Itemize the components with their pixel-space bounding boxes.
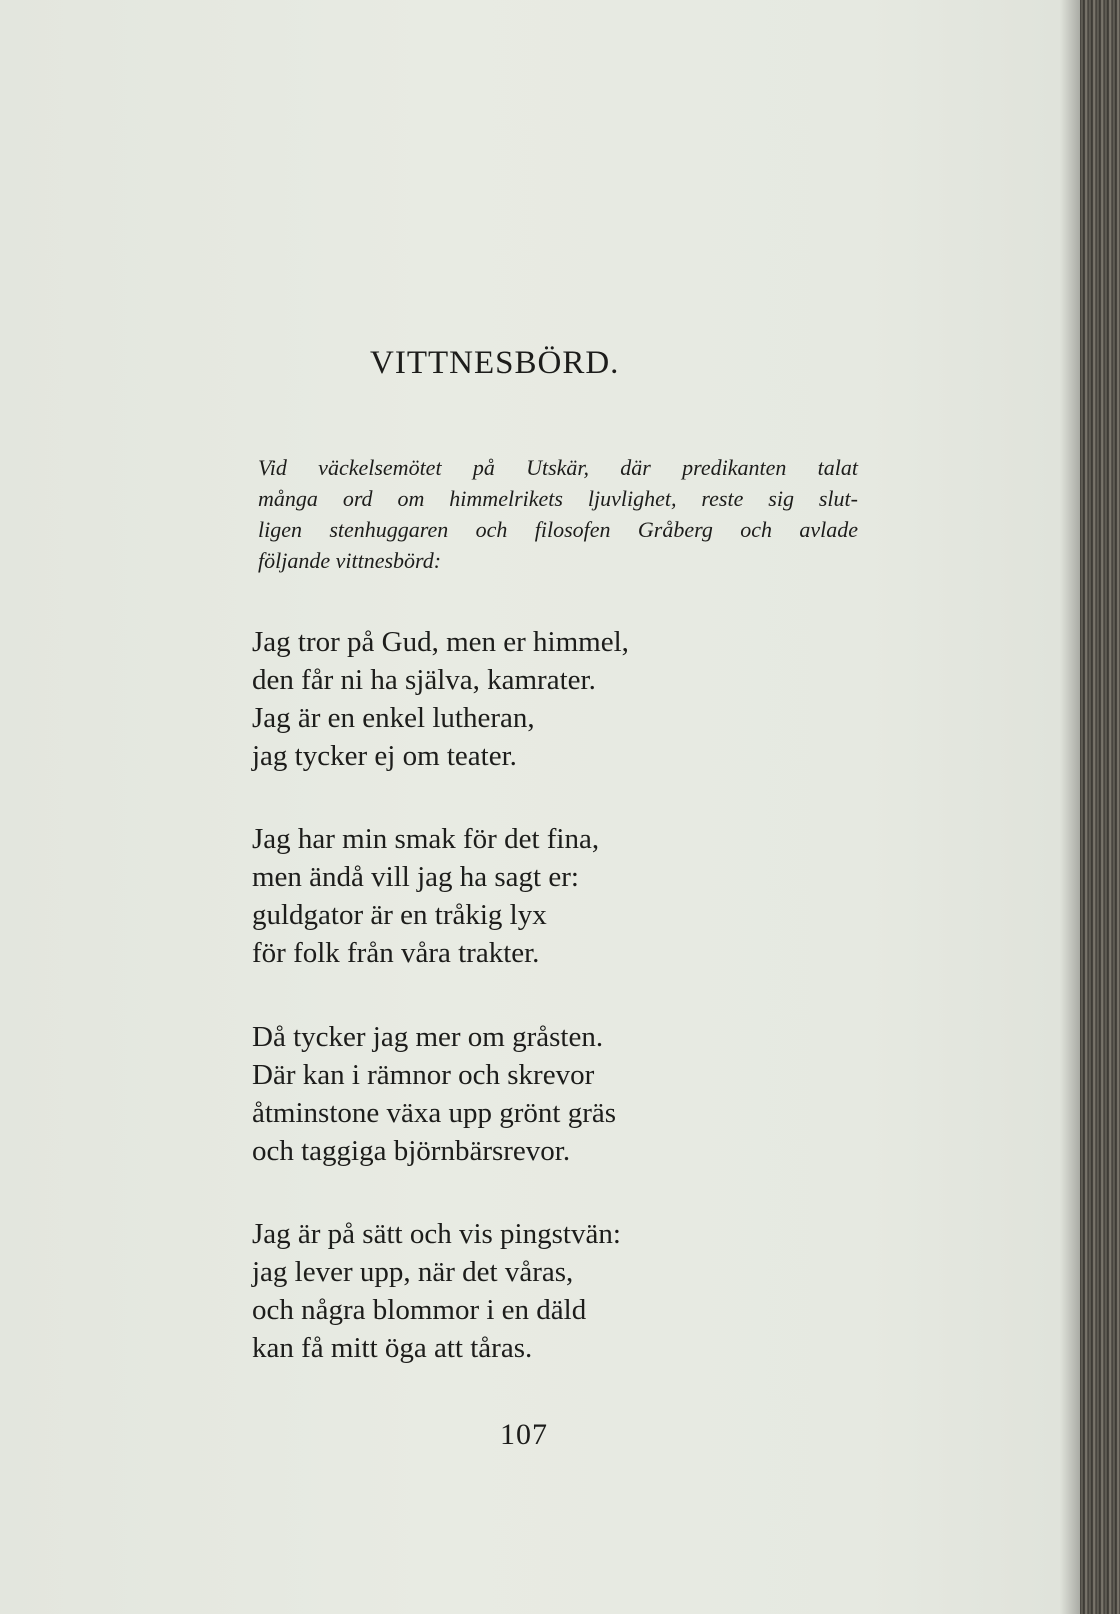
intro-line: många ord om himmelrikets ljuvlighet, reste sig slut- [258, 486, 858, 511]
verse-line: Jag är på sätt och vis pingstvän: [252, 1218, 621, 1250]
verse-line: kan få mitt öga att tåras. [252, 1332, 533, 1364]
verse-line: Jag tror på Gud, men er himmel, [252, 626, 629, 658]
stanza-3 [252, 1018, 616, 1170]
stanza-4 [252, 1215, 621, 1367]
poem-title: VITTNESBÖRD. [370, 345, 620, 381]
verse-line: Jag är en enkel lutheran, [252, 702, 535, 734]
verse-line: för folk från våra trakter. [252, 937, 540, 969]
stanza-2 [252, 820, 599, 972]
verse-line: men ändå vill jag ha sagt er: [252, 861, 579, 893]
intro-line: ligen stenhuggaren och filosofen Gråberg och avlade [258, 517, 858, 542]
poem-introduction [258, 452, 858, 576]
stanza-1 [252, 623, 629, 775]
verse-line: jag lever upp, när det våras, [252, 1256, 574, 1288]
verse-line: den får ni ha själva, kamrater. [252, 664, 596, 696]
verse-line: jag tycker ej om teater. [252, 740, 517, 772]
intro-line: Vid väckelsemötet på Utskär, där predikanten talat [258, 455, 858, 480]
verse-line: Jag har min smak för det fina, [252, 823, 600, 855]
verse-line: åtminstone växa upp grönt gräs [252, 1097, 617, 1129]
verse-line: guldgator är en tråkig lyx [252, 899, 547, 931]
page-number: 107 [500, 1418, 548, 1451]
verse-line: och taggiga björnbärsrevor. [252, 1135, 571, 1167]
verse-line: Där kan i rämnor och skrevor [252, 1059, 595, 1091]
verse-line: Då tycker jag mer om gråsten. [252, 1021, 604, 1053]
verse-line: och några blommor i en däld [252, 1294, 587, 1326]
intro-line: följande vittnesbörd: [258, 548, 442, 573]
book-edge [1080, 0, 1120, 1614]
